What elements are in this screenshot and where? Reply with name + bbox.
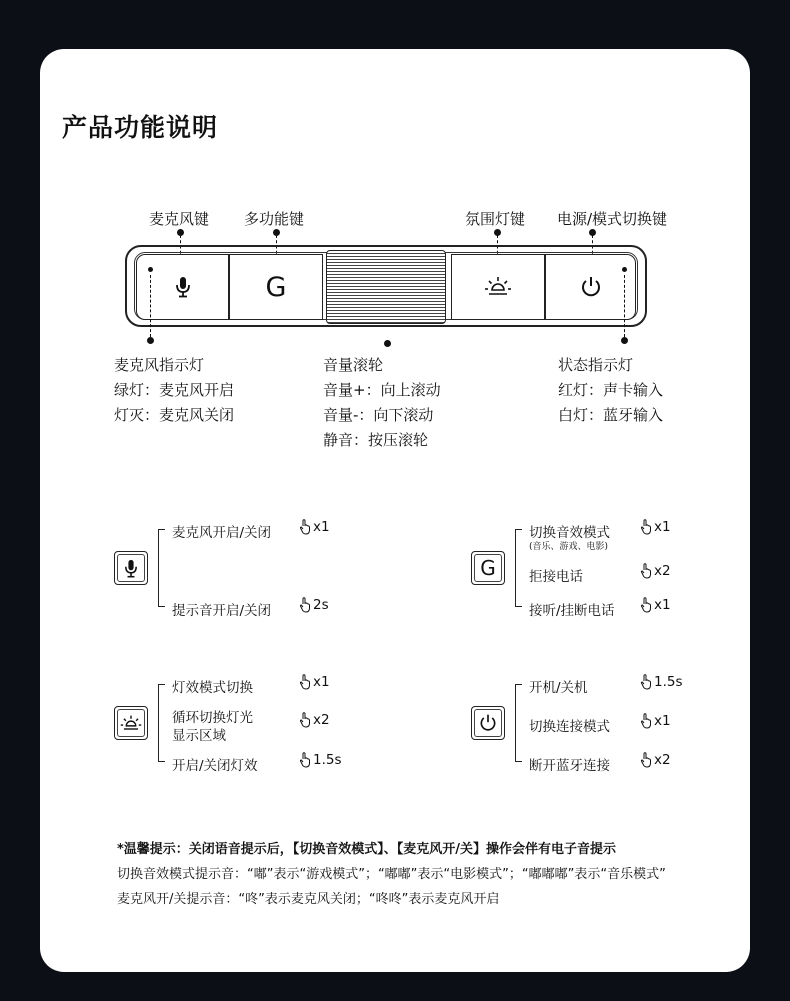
wheel-line3: 静音：按压滚轮 [323,431,429,449]
light-gesture-1 [299,674,330,690]
mic-fn-toggle: 麦克风开启/关闭 [172,525,272,541]
power-gesture-1 [640,674,683,690]
hand-tap-icon [640,752,653,768]
status-led-title: 状态指示灯 [558,356,634,374]
light-fn-mode: 灯效模式切换 [172,680,253,696]
bracket-tick [158,529,165,530]
hand-tap-icon [640,519,653,535]
hand-tap-icon [640,597,653,613]
mic-gesture-2 [299,597,329,613]
label-mic-key: 麦克风键 [149,210,210,228]
callout-dot [147,337,154,344]
bracket-tick [515,606,522,607]
light-gesture-2 [299,712,330,728]
callout-dot [384,340,391,347]
power-gesture-3 [640,752,671,768]
sun-icon [484,275,512,299]
g-icon: G [480,556,496,580]
wheel-title: 音量滚轮 [323,356,384,374]
bracket [515,684,516,762]
note-sound-mode: 切换音效模式提示音：“嘟”表示“游戏模式”；“嘟嘟”表示“电影模式”；“嘟嘟嘟”表示“音乐模式” [117,867,666,882]
power-icon [579,275,603,299]
callout-line [150,275,151,337]
hand-hold-icon [640,674,653,690]
status-led-desc [558,353,663,428]
power-icon [478,713,498,733]
light-fn-toggle: 开启/关闭灯效 [172,758,258,774]
power-gesture-2-text: x1 [654,713,671,729]
bracket [158,684,159,762]
g-gesture-2 [640,563,671,579]
hand-tap-icon [299,712,312,728]
bracket-tick [515,529,522,530]
volume-wheel[interactable] [326,250,446,324]
g-fn-sound-mode-sub: (音乐、游戏、电影) [529,542,609,552]
bracket-tick [158,684,165,685]
power-gesture-1-text: 1.5s [654,674,683,690]
status-led-line1: 红灯：声卡输入 [558,381,664,399]
g-glyph: G [265,271,287,303]
mic-gesture-2-text: 2s [313,597,329,613]
hand-tap-icon [299,674,312,690]
mic-gesture-1-text: x1 [313,519,330,535]
light-gesture-3 [299,752,342,768]
g-gesture-3 [640,597,671,613]
mic-box [114,551,148,585]
light-gesture-2-text: x2 [313,712,330,728]
label-multi-key: 多功能键 [244,210,305,228]
wheel-desc [323,353,441,453]
hand-hold-icon [299,752,312,768]
callout-line [624,275,625,337]
bracket-tick [515,684,522,685]
mic-led-desc [114,353,234,428]
info-card [40,49,750,972]
bracket-tick [515,761,522,762]
label-ambient-key: 氛围灯键 [465,210,526,228]
hand-tap-icon [640,563,653,579]
g-gesture-1-text: x1 [654,519,671,535]
g-fn-reject-call: 拒接电话 [529,569,583,585]
mic-gesture-1 [299,519,330,535]
g-gesture-2-text: x2 [654,563,671,579]
power-gesture-3-text: x2 [654,752,671,768]
g-fn-answer-call: 接听/挂断电话 [529,603,615,619]
label-power-key: 电源/模式切换键 [557,210,668,228]
g-fn-sound-mode: 切换音效模式 [529,525,610,541]
power-fn-onoff: 开机/关机 [529,680,588,696]
hand-tap-icon [640,713,653,729]
note-mic-sound: 麦克风开/关提示音：“咚”表示麦克风关闭；“咚咚”表示麦克风开启 [117,892,500,907]
mic-icon [124,559,138,578]
note-warning: *温馨提示：关闭语音提示后，【切换音效模式】、【麦克风开/关】操作会伴有电子音提示 [117,842,617,857]
multi-function-button[interactable] [229,254,323,320]
wheel-line1: 音量+：向上滚动 [323,381,441,399]
wheel-line2: 音量-：向下滚动 [323,406,434,424]
mic-icon [175,276,191,298]
mic-led-line1: 绿灯：麦克风开启 [114,381,235,399]
light-fn-cycle-a: 循环切换灯光 [172,710,253,726]
power-button[interactable] [545,254,636,320]
g-gesture-1 [640,519,671,535]
bracket-tick [158,606,165,607]
power-fn-switch-mode: 切换连接模式 [529,719,610,735]
light-box [114,706,148,740]
light-fn-cycle-b: 显示区域 [172,728,226,744]
hand-hold-icon [299,597,312,613]
g-box [471,551,505,585]
callout-dot [621,337,628,344]
mic-indicator-led [148,267,153,272]
ambient-light-button[interactable] [451,254,545,320]
page-title: 产品功能说明 [62,113,219,142]
mic-led-line2: 灯灭：麦克风关闭 [114,406,235,424]
hand-tap-icon [299,519,312,535]
bracket [158,529,159,607]
status-indicator-led [622,267,627,272]
g-gesture-3-text: x1 [654,597,671,613]
power-box [471,706,505,740]
mic-led-title: 麦克风指示灯 [114,356,205,374]
power-fn-disconnect-bt: 断开蓝牙连接 [529,758,610,774]
light-gesture-1-text: x1 [313,674,330,690]
status-led-line2: 白灯：蓝牙输入 [558,406,664,424]
mic-fn-prompt: 提示音开启/关闭 [172,603,272,619]
light-gesture-3-text: 1.5s [313,752,342,768]
bracket-tick [158,761,165,762]
power-gesture-2 [640,713,671,729]
sun-icon [120,714,142,733]
bracket [515,529,516,607]
